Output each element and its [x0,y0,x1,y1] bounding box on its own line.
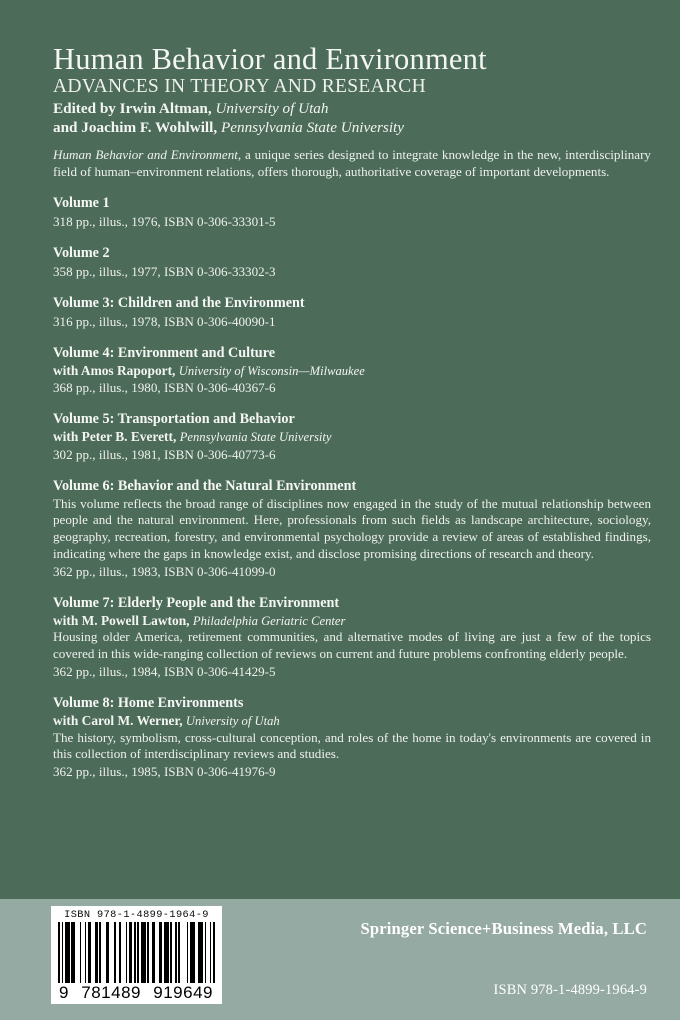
footer-band [0,899,680,1020]
volume-contributor-affiliation: University of Wisconsin—Milwaukee [178,363,365,378]
volume-meta: 316 pp., illus., 1978, ISBN 0-306-40090-1 [53,313,276,329]
volume-title: Volume 6: Behavior and the Natural Environment [53,477,357,494]
volume-contributor [53,429,651,446]
volume-contributor-affiliation: Pennsylvania State University [179,430,332,445]
volume-title: Volume 3: Children and the Environment [53,294,305,311]
volume-description: The history, symbolism, cross-cultural conception, and roles of the home in today's environments are covered in this collection of interdisciplinary reviews and studies. [53,729,651,762]
volume-description: Housing older America, retirement communities, and alternative modes of living are just a few of the topics covered in this wide-ranging collection of reviews on current and future problems confronting elderly people. [53,629,651,662]
volume-contributor [53,713,651,730]
barcode-bars [58,922,215,983]
volume-meta: 362 pp., illus., 1985, ISBN 0-306-41976-9 [53,764,276,780]
volume-title: Volume 8: Home Environments [53,695,244,712]
volume-entry [53,245,651,280]
series-blurb-italic-lead: Human Behavior and Environment [53,146,238,162]
volume-description: This volume reflects the broad range of disciplines now engaged in the study of the mutual relationship between people and the natural environment. Here, professionals from such fields as landscape architecture, sociology, geography, recreation, forestry, and environmental psychology provide a review of areas of established findings, indicating where the gaps in knowledge exist, and disclose promising directions of research and theory. [53,495,651,562]
barcode-digit-leading: 9 [59,983,69,1002]
barcode-digit-left-group: 781489 [81,983,141,1002]
volume-entry [53,295,651,330]
footer-isbn: ISBN 978-1-4899-1964-9 [493,982,647,998]
editor-2-name: and Joachim F. Wohlwill, [53,118,218,136]
volume-entry [53,695,651,780]
barcode-isbn-label: ISBN 978-1-4899-1964-9 [64,909,209,921]
volume-entry [53,195,651,230]
series-subtitle: ADVANCES IN THEORY AND RESEARCH [53,76,426,98]
volume-meta: 302 pp., illus., 1981, ISBN 0-306-40773-6 [53,446,276,462]
volume-meta: 368 pp., illus., 1980, ISBN 0-306-40367-6 [53,380,276,396]
series-blurb [53,146,651,180]
series-blurb-body: , a unique series designed to integrate knowledge in the new, interdisciplinary field of human–environment relations, offers thorough, authoritative coverage of important developments. [53,146,651,179]
volume-meta: 318 pp., illus., 1976, ISBN 0-306-33301-5 [53,213,276,229]
editor-line-2 [53,119,651,137]
editors-block [53,100,651,137]
volume-meta: 358 pp., illus., 1977, ISBN 0-306-33302-3 [53,263,276,279]
barcode-digit-right-group: 919649 [153,983,213,1002]
volume-contributor-name: with Peter B. Everett, [53,429,177,445]
volume-contributor-affiliation: University of Utah [185,713,280,728]
volume-contributor [53,363,651,380]
editor-1-name: Edited by Irwin Altman, [53,100,212,118]
volume-title: Volume 1 [53,194,110,211]
editor-2-affiliation: Pennsylvania State University [220,118,404,136]
volume-meta: 362 pp., illus., 1984, ISBN 0-306-41429-5 [53,664,276,679]
editor-line-1 [53,100,651,118]
volume-contributor-name: with Carol M. Werner, [53,712,183,728]
editor-1-affiliation: University of Utah [215,100,329,118]
volume-entry [53,345,651,397]
publisher-name: Springer Science+Business Media, LLC [360,919,647,938]
volume-title: Volume 7: Elderly People and the Environment [53,594,340,611]
volume-contributor-name: with M. Powell Lawton, [53,612,190,628]
volume-title: Volume 4: Environment and Culture [53,344,276,361]
page-title: Human Behavior and Environment [53,42,487,76]
volume-entry [53,595,651,680]
barcode [51,906,222,1004]
volume-entry [53,411,651,463]
volume-title: Volume 2 [53,244,110,261]
volume-title: Volume 5: Transportation and Behavior [53,411,295,428]
cover-text-column [53,44,651,780]
volume-contributor-name: with Amos Rapoport, [53,362,176,378]
volume-entry [53,478,651,580]
volume-contributor [53,613,651,630]
barcode-digits [58,984,215,1001]
volume-contributor-affiliation: Philadelphia Geriatric Center [192,613,346,628]
volume-meta: 362 pp., illus., 1983, ISBN 0-306-41099-0 [53,563,276,579]
